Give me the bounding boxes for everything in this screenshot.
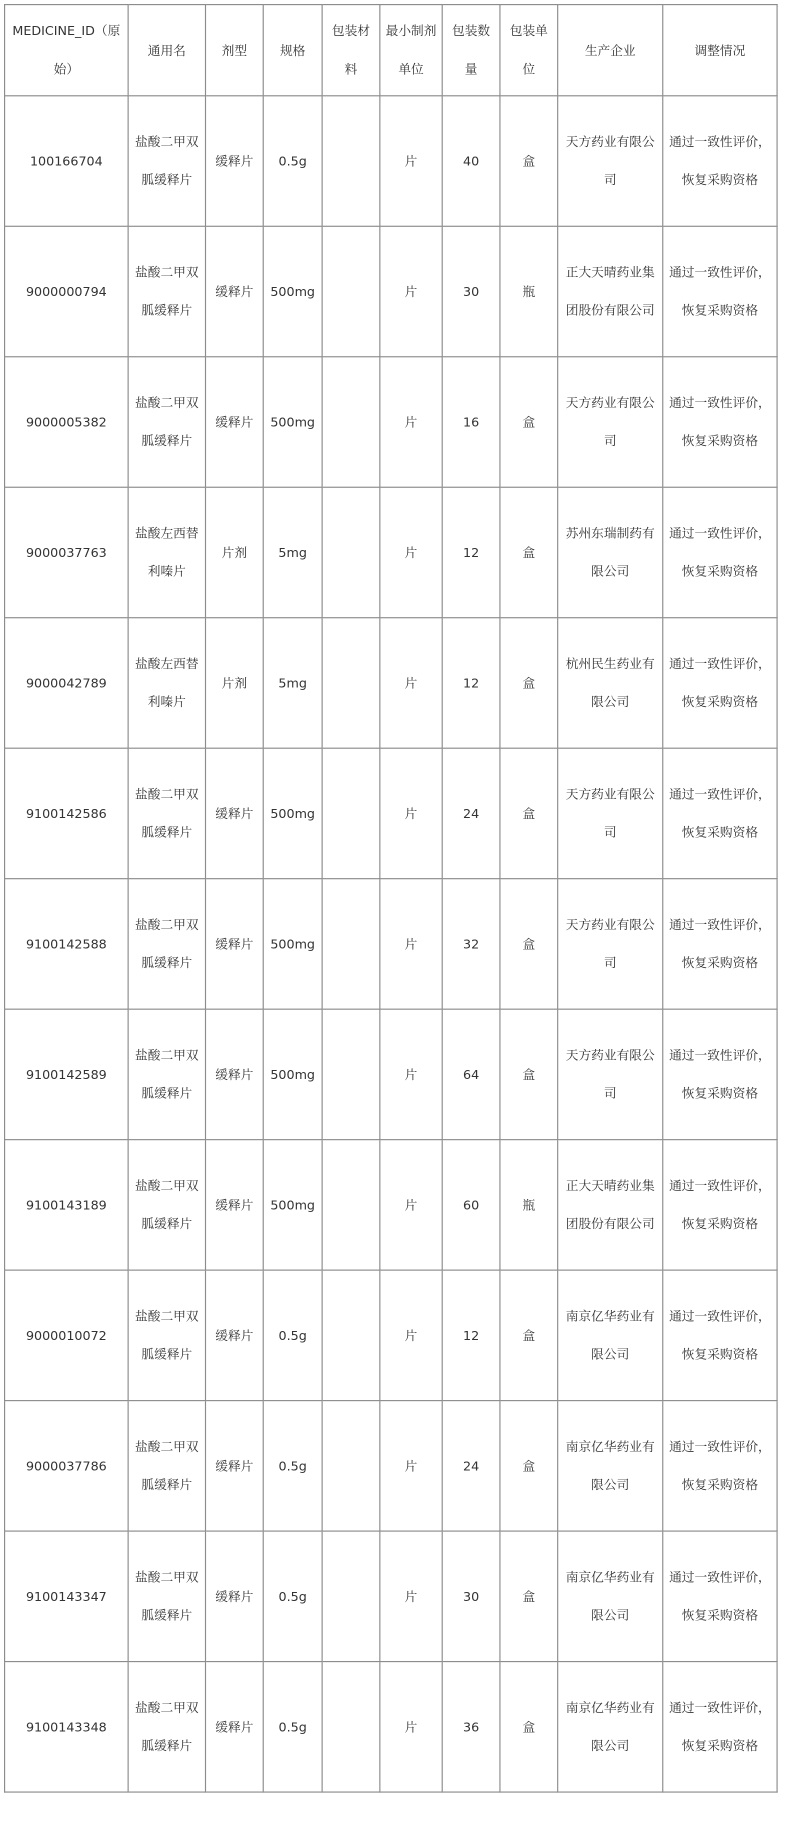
cell-generic-name: 盐酸左西替利嗪片 xyxy=(128,487,205,617)
cell-dosage-form: 缓释片 xyxy=(205,96,263,226)
cell-packaging-material xyxy=(322,748,380,878)
table-row xyxy=(5,748,777,878)
cell-pack-quantity: 64 xyxy=(442,1009,500,1139)
cell-dosage-form: 缓释片 xyxy=(205,1401,263,1531)
cell-medicine-id: 9100142589 xyxy=(5,1009,129,1139)
cell-pack-unit: 盒 xyxy=(500,96,558,226)
cell-adjustment: 通过一致性评价，恢复采购资格 xyxy=(663,1662,777,1792)
cell-manufacturer: 天方药业有限公司 xyxy=(558,96,663,226)
cell-manufacturer: 正大天晴药业集团股份有限公司 xyxy=(558,226,663,356)
cell-dosage-form: 缓释片 xyxy=(205,1140,263,1270)
cell-generic-name: 盐酸二甲双胍缓释片 xyxy=(128,748,205,878)
cell-dosage-form: 缓释片 xyxy=(205,357,263,487)
cell-specification: 5mg xyxy=(263,487,322,617)
table-row xyxy=(5,357,777,487)
header-packaging-material: 包装材料 xyxy=(322,5,380,96)
header-medicine-id: MEDICINE_ID（原始） xyxy=(5,5,129,96)
cell-specification: 0.5g xyxy=(263,1401,322,1531)
cell-packaging-material xyxy=(322,1531,380,1661)
cell-pack-unit: 盒 xyxy=(500,1531,558,1661)
cell-adjustment: 通过一致性评价，恢复采购资格 xyxy=(663,879,777,1009)
cell-generic-name: 盐酸二甲双胍缓释片 xyxy=(128,96,205,226)
cell-min-unit: 片 xyxy=(380,357,442,487)
cell-medicine-id: 9000005382 xyxy=(5,357,129,487)
cell-dosage-form: 缓释片 xyxy=(205,1531,263,1661)
cell-dosage-form: 片剂 xyxy=(205,618,263,748)
cell-pack-unit: 盒 xyxy=(500,1662,558,1792)
cell-medicine-id: 9100142586 xyxy=(5,748,129,878)
cell-adjustment: 通过一致性评价，恢复采购资格 xyxy=(663,1531,777,1661)
header-generic-name: 通用名 xyxy=(128,5,205,96)
header-adjustment: 调整情况 xyxy=(663,5,777,96)
cell-generic-name: 盐酸二甲双胍缓释片 xyxy=(128,1662,205,1792)
cell-adjustment: 通过一致性评价，恢复采购资格 xyxy=(663,487,777,617)
cell-packaging-material xyxy=(322,96,380,226)
cell-manufacturer: 杭州民生药业有限公司 xyxy=(558,618,663,748)
cell-adjustment: 通过一致性评价，恢复采购资格 xyxy=(663,96,777,226)
cell-medicine-id: 100166704 xyxy=(5,96,129,226)
cell-pack-unit: 瓶 xyxy=(500,226,558,356)
cell-manufacturer: 苏州东瑞制药有限公司 xyxy=(558,487,663,617)
medicine-table xyxy=(4,4,778,1793)
cell-generic-name: 盐酸二甲双胍缓释片 xyxy=(128,226,205,356)
cell-packaging-material xyxy=(322,1140,380,1270)
cell-pack-quantity: 12 xyxy=(442,487,500,617)
cell-generic-name: 盐酸二甲双胍缓释片 xyxy=(128,1009,205,1139)
header-manufacturer: 生产企业 xyxy=(558,5,663,96)
cell-pack-quantity: 24 xyxy=(442,748,500,878)
cell-manufacturer: 南京亿华药业有限公司 xyxy=(558,1531,663,1661)
cell-adjustment: 通过一致性评价，恢复采购资格 xyxy=(663,1401,777,1531)
cell-min-unit: 片 xyxy=(380,1531,442,1661)
cell-generic-name: 盐酸左西替利嗪片 xyxy=(128,618,205,748)
table-row xyxy=(5,1009,777,1139)
cell-dosage-form: 缓释片 xyxy=(205,226,263,356)
header-dosage-form: 剂型 xyxy=(205,5,263,96)
cell-generic-name: 盐酸二甲双胍缓释片 xyxy=(128,1401,205,1531)
cell-generic-name: 盐酸二甲双胍缓释片 xyxy=(128,357,205,487)
cell-min-unit: 片 xyxy=(380,879,442,1009)
cell-pack-quantity: 12 xyxy=(442,1270,500,1400)
cell-pack-quantity: 12 xyxy=(442,618,500,748)
cell-pack-quantity: 40 xyxy=(442,96,500,226)
cell-pack-unit: 盒 xyxy=(500,1401,558,1531)
header-min-unit: 最小制剂单位 xyxy=(380,5,442,96)
cell-min-unit: 片 xyxy=(380,748,442,878)
cell-adjustment: 通过一致性评价，恢复采购资格 xyxy=(663,226,777,356)
cell-min-unit: 片 xyxy=(380,1270,442,1400)
cell-manufacturer: 天方药业有限公司 xyxy=(558,879,663,1009)
table-row xyxy=(5,879,777,1009)
cell-medicine-id: 9000000794 xyxy=(5,226,129,356)
cell-manufacturer: 天方药业有限公司 xyxy=(558,1009,663,1139)
cell-pack-unit: 盒 xyxy=(500,357,558,487)
cell-min-unit: 片 xyxy=(380,226,442,356)
cell-specification: 500mg xyxy=(263,226,322,356)
cell-manufacturer: 南京亿华药业有限公司 xyxy=(558,1270,663,1400)
cell-min-unit: 片 xyxy=(380,487,442,617)
cell-generic-name: 盐酸二甲双胍缓释片 xyxy=(128,1270,205,1400)
cell-dosage-form: 缓释片 xyxy=(205,879,263,1009)
header-pack-unit: 包装单位 xyxy=(500,5,558,96)
header-pack-quantity: 包装数量 xyxy=(442,5,500,96)
cell-adjustment: 通过一致性评价，恢复采购资格 xyxy=(663,357,777,487)
cell-pack-unit: 盒 xyxy=(500,1270,558,1400)
table-row xyxy=(5,1140,777,1270)
cell-pack-quantity: 36 xyxy=(442,1662,500,1792)
cell-medicine-id: 9000037786 xyxy=(5,1401,129,1531)
cell-dosage-form: 缓释片 xyxy=(205,1270,263,1400)
cell-min-unit: 片 xyxy=(380,96,442,226)
cell-generic-name: 盐酸二甲双胍缓释片 xyxy=(128,879,205,1009)
cell-medicine-id: 9100143348 xyxy=(5,1662,129,1792)
cell-manufacturer: 天方药业有限公司 xyxy=(558,357,663,487)
cell-specification: 500mg xyxy=(263,1009,322,1139)
table-row xyxy=(5,1531,777,1661)
cell-dosage-form: 片剂 xyxy=(205,487,263,617)
cell-specification: 500mg xyxy=(263,1140,322,1270)
cell-specification: 500mg xyxy=(263,357,322,487)
table-row xyxy=(5,487,777,617)
cell-manufacturer: 南京亿华药业有限公司 xyxy=(558,1401,663,1531)
table-row xyxy=(5,96,777,226)
cell-specification: 500mg xyxy=(263,879,322,1009)
table-row xyxy=(5,1401,777,1531)
cell-pack-quantity: 16 xyxy=(442,357,500,487)
cell-manufacturer: 正大天晴药业集团股份有限公司 xyxy=(558,1140,663,1270)
medicine-adjustment-document xyxy=(4,4,776,1828)
cell-specification: 0.5g xyxy=(263,1531,322,1661)
cell-pack-unit: 盒 xyxy=(500,748,558,878)
cell-min-unit: 片 xyxy=(380,1662,442,1792)
cell-manufacturer: 南京亿华药业有限公司 xyxy=(558,1662,663,1792)
cell-adjustment: 通过一致性评价，恢复采购资格 xyxy=(663,618,777,748)
cell-packaging-material xyxy=(322,1662,380,1792)
cell-medicine-id: 9100143189 xyxy=(5,1140,129,1270)
cell-specification: 0.5g xyxy=(263,1662,322,1792)
cell-pack-unit: 盒 xyxy=(500,1009,558,1139)
cell-packaging-material xyxy=(322,1270,380,1400)
cell-specification: 5mg xyxy=(263,618,322,748)
cell-packaging-material xyxy=(322,357,380,487)
cell-dosage-form: 缓释片 xyxy=(205,1009,263,1139)
table-row xyxy=(5,226,777,356)
cell-min-unit: 片 xyxy=(380,1009,442,1139)
cell-manufacturer: 天方药业有限公司 xyxy=(558,748,663,878)
cell-adjustment: 通过一致性评价，恢复采购资格 xyxy=(663,748,777,878)
cell-medicine-id: 9100143347 xyxy=(5,1531,129,1661)
header-specification: 规格 xyxy=(263,5,322,96)
cell-pack-unit: 瓶 xyxy=(500,1140,558,1270)
cell-adjustment: 通过一致性评价，恢复采购资格 xyxy=(663,1140,777,1270)
cell-min-unit: 片 xyxy=(380,1401,442,1531)
table-header-row xyxy=(5,5,777,96)
cell-pack-quantity: 60 xyxy=(442,1140,500,1270)
table-row xyxy=(5,1662,777,1792)
cell-packaging-material xyxy=(322,1009,380,1139)
cell-pack-unit: 盒 xyxy=(500,487,558,617)
table-row xyxy=(5,618,777,748)
cell-specification: 0.5g xyxy=(263,1270,322,1400)
table-row xyxy=(5,1270,777,1400)
cell-min-unit: 片 xyxy=(380,1140,442,1270)
cell-pack-quantity: 24 xyxy=(442,1401,500,1531)
cell-packaging-material xyxy=(322,1401,380,1531)
cell-generic-name: 盐酸二甲双胍缓释片 xyxy=(128,1140,205,1270)
cell-medicine-id: 9100142588 xyxy=(5,879,129,1009)
cell-pack-quantity: 32 xyxy=(442,879,500,1009)
cell-medicine-id: 9000042789 xyxy=(5,618,129,748)
cell-adjustment: 通过一致性评价，恢复采购资格 xyxy=(663,1009,777,1139)
cell-pack-quantity: 30 xyxy=(442,226,500,356)
cell-dosage-form: 缓释片 xyxy=(205,1662,263,1792)
cell-adjustment: 通过一致性评价，恢复采购资格 xyxy=(663,1270,777,1400)
cell-medicine-id: 9000037763 xyxy=(5,487,129,617)
cell-specification: 500mg xyxy=(263,748,322,878)
cell-pack-unit: 盒 xyxy=(500,618,558,748)
cell-packaging-material xyxy=(322,226,380,356)
cell-pack-quantity: 30 xyxy=(442,1531,500,1661)
cell-pack-unit: 盒 xyxy=(500,879,558,1009)
cell-packaging-material xyxy=(322,618,380,748)
cell-dosage-form: 缓释片 xyxy=(205,748,263,878)
cell-packaging-material xyxy=(322,879,380,1009)
cell-medicine-id: 9000010072 xyxy=(5,1270,129,1400)
cell-generic-name: 盐酸二甲双胍缓释片 xyxy=(128,1531,205,1661)
cell-packaging-material xyxy=(322,487,380,617)
cell-specification: 0.5g xyxy=(263,96,322,226)
cell-min-unit: 片 xyxy=(380,618,442,748)
